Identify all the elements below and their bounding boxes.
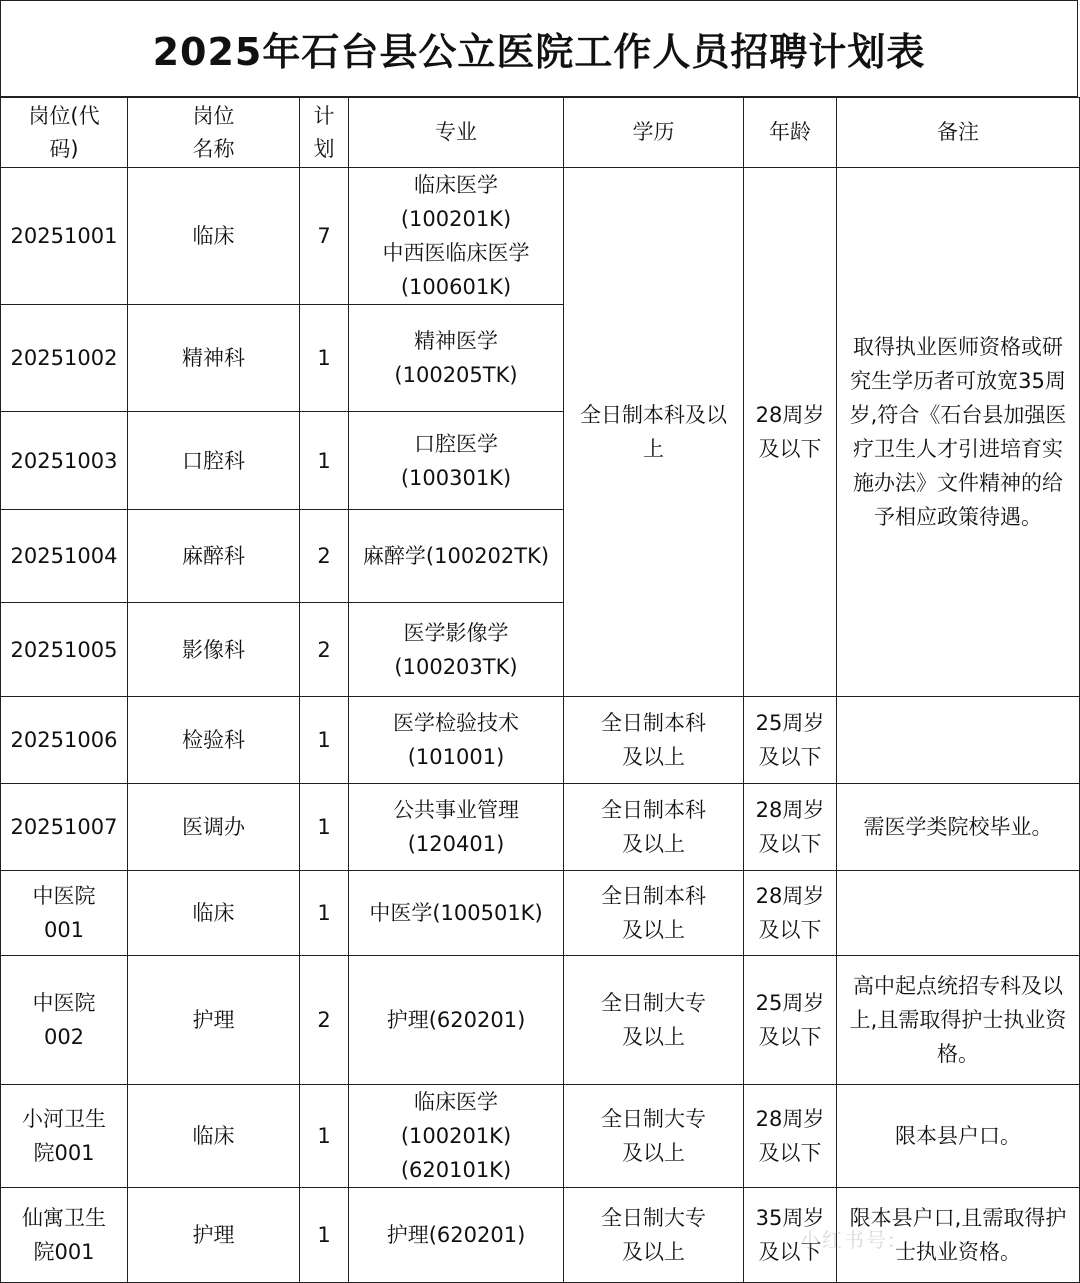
cell-edu-line: 全日制大专 xyxy=(601,1206,706,1230)
cell-major xyxy=(349,871,564,956)
cell-age-line: 及以下 xyxy=(758,745,822,769)
cell-age-line: 35周岁 xyxy=(755,1206,825,1230)
header-name-line: 名称 xyxy=(192,136,235,161)
cell-major xyxy=(349,510,564,603)
cell-remark-merged-line: 疗卫生人才引进培育实 xyxy=(853,437,1063,461)
cell-code xyxy=(1,871,128,956)
cell-plan-line: 1 xyxy=(317,346,331,370)
cell-age-merged-line: 及以下 xyxy=(758,437,822,461)
header-code xyxy=(1,98,128,168)
cell-major-line: (100203TK) xyxy=(394,654,518,679)
header-code-line: 岗位(代 xyxy=(28,103,100,128)
cell-name-line: 检验科 xyxy=(182,728,245,752)
header-remark: 备注 xyxy=(837,98,1080,168)
cell-edu xyxy=(564,1188,744,1283)
cell-age-line: 及以下 xyxy=(758,1141,822,1165)
cell-remark-merged-line: 予相应政策待遇。 xyxy=(874,505,1042,529)
cell-plan xyxy=(300,956,349,1085)
cell-age-line: 25周岁 xyxy=(755,711,825,735)
header-major: 专业 xyxy=(349,98,564,168)
cell-major-line: 医学检验技术 xyxy=(393,711,519,735)
cell-remark-merged-line: 施办法》文件精神的给 xyxy=(853,471,1063,495)
cell-major-line: 精神医学 xyxy=(414,329,498,353)
cell-name-line: 麻醉科 xyxy=(182,544,245,568)
cell-major xyxy=(349,603,564,697)
cell-major-line: (100201K) xyxy=(400,207,512,231)
cell-code-line: 002 xyxy=(43,1025,85,1049)
cell-edu-merged xyxy=(564,168,744,697)
cell-name-line: 影像科 xyxy=(182,637,245,662)
cell-major-line: 公共事业管理 xyxy=(393,798,519,822)
cell-edu-line: 及以上 xyxy=(622,745,685,769)
cell-plan xyxy=(300,697,349,784)
cell-plan xyxy=(300,305,349,412)
cell-name-line: 临床 xyxy=(192,224,235,248)
cell-code xyxy=(1,305,128,412)
cell-code-line: 20251002 xyxy=(10,346,118,370)
cell-code-line: 20251005 xyxy=(10,637,118,662)
cell-major-line: 医学影像学 xyxy=(403,620,509,645)
table-row xyxy=(1,956,1080,1085)
cell-age-line: 及以下 xyxy=(758,1240,822,1264)
cell-name xyxy=(128,871,300,956)
cell-edu-line: 及以上 xyxy=(622,1240,685,1264)
cell-age-line: 25周岁 xyxy=(755,991,825,1015)
cell-code-line: 20251001 xyxy=(10,224,118,248)
cell-plan-line: 2 xyxy=(317,1008,331,1032)
cell-major-line: 中西医临床医学 xyxy=(382,241,530,265)
cell-name-line: 护理 xyxy=(192,1223,235,1247)
cell-major-line: 麻醉学(100202TK) xyxy=(362,544,550,568)
cell-name xyxy=(128,168,300,305)
cell-major xyxy=(349,1188,564,1283)
cell-remark-merged-line: 取得执业医师资格或研 xyxy=(853,335,1063,359)
cell-plan xyxy=(300,603,349,697)
cell-major-line: 护理(620201) xyxy=(386,1008,526,1032)
cell-remark-merged-line: 究生学历者可放宽35周 xyxy=(850,369,1066,393)
cell-name xyxy=(128,697,300,784)
watermark: 小红书号: xyxy=(800,1228,897,1252)
cell-plan xyxy=(300,871,349,956)
cell-name-line: 护理 xyxy=(192,1008,235,1032)
cell-plan-line: 1 xyxy=(317,1124,331,1148)
cell-code xyxy=(1,1188,128,1283)
cell-age-merged-line: 28周岁 xyxy=(755,403,825,427)
table-row xyxy=(1,1188,1080,1283)
cell-edu-line: 及以上 xyxy=(622,832,685,856)
cell-plan-line: 1 xyxy=(317,448,331,473)
cell-age xyxy=(744,956,837,1085)
cell-plan-line: 7 xyxy=(317,224,331,248)
cell-remark-line: 限本县户口。 xyxy=(895,1124,1021,1148)
cell-age-line: 及以下 xyxy=(758,832,822,856)
cell-major-line: (620101K) xyxy=(400,1158,512,1182)
cell-edu-line: 及以上 xyxy=(622,918,685,942)
cell-major xyxy=(349,305,564,412)
cell-edu-line: 及以上 xyxy=(622,1141,685,1165)
header-plan-line: 计 xyxy=(313,103,335,128)
cell-code-line: 20251003 xyxy=(10,448,118,473)
cell-edu-line: 全日制大专 xyxy=(601,1107,706,1131)
cell-code-line: 院001 xyxy=(33,1240,95,1264)
cell-code xyxy=(1,956,128,1085)
header-plan xyxy=(300,98,349,168)
cell-code xyxy=(1,603,128,697)
cell-code-line: 中医院 xyxy=(32,884,96,908)
header-name xyxy=(128,98,300,168)
cell-remark xyxy=(837,871,1080,956)
cell-name-line: 精神科 xyxy=(182,346,245,370)
cell-major xyxy=(349,697,564,784)
cell-remark-line: 上,且需取得护士执业资 xyxy=(849,1008,1067,1032)
cell-name xyxy=(128,784,300,871)
cell-name xyxy=(128,956,300,1085)
cell-age xyxy=(744,1085,837,1188)
cell-major-line: (101001) xyxy=(407,745,505,769)
cell-remark-line: 格。 xyxy=(937,1042,979,1066)
cell-remark-line: 需医学类院校毕业。 xyxy=(863,815,1053,839)
cell-code-line: 仙寓卫生 xyxy=(22,1206,106,1230)
cell-plan-line: 2 xyxy=(317,544,331,568)
cell-name-line: 临床 xyxy=(192,901,235,925)
cell-code-line: 院001 xyxy=(33,1141,95,1165)
header-plan-line: 划 xyxy=(313,136,335,161)
cell-code-line: 中医院 xyxy=(32,991,96,1015)
cell-code xyxy=(1,697,128,784)
cell-edu-merged-line: 全日制本科及以 xyxy=(580,403,727,427)
cell-remark-line: 高中起点统招专科及以 xyxy=(853,974,1063,998)
cell-major xyxy=(349,412,564,510)
cell-code-line: 小河卫生 xyxy=(22,1107,106,1131)
cell-name xyxy=(128,1188,300,1283)
cell-major-line: (100201K) xyxy=(400,1124,512,1148)
cell-remark xyxy=(837,956,1080,1085)
cell-major-line: (100205TK) xyxy=(394,363,518,387)
header-age: 年龄 xyxy=(744,98,837,168)
cell-name-line: 口腔科 xyxy=(182,448,245,473)
page-title: 2025年石台县公立医院工作人员招聘计划表 xyxy=(0,0,1078,97)
cell-major xyxy=(349,784,564,871)
cell-code-line: 20251004 xyxy=(10,544,118,568)
cell-remark-line: 限本县户口,且需取得护 xyxy=(849,1206,1067,1230)
cell-major-line: 临床医学 xyxy=(414,1090,498,1114)
cell-remark xyxy=(837,784,1080,871)
cell-name xyxy=(128,1085,300,1188)
cell-age xyxy=(744,871,837,956)
cell-name-line: 临床 xyxy=(192,1124,235,1148)
header-name-line: 岗位 xyxy=(192,103,235,128)
cell-edu-line: 全日制本科 xyxy=(601,798,706,822)
cell-major-line: (100601K) xyxy=(400,275,512,299)
cell-name-line: 医调办 xyxy=(182,815,245,839)
cell-remark xyxy=(837,1085,1080,1188)
cell-edu-merged-line: 上 xyxy=(643,437,664,461)
cell-remark-line: 士执业资格。 xyxy=(895,1240,1021,1264)
cell-plan-line: 1 xyxy=(317,901,331,925)
cell-code xyxy=(1,168,128,305)
cell-major xyxy=(349,168,564,305)
cell-code-line: 001 xyxy=(43,918,85,942)
cell-age xyxy=(744,697,837,784)
table-row xyxy=(1,697,1080,784)
cell-code xyxy=(1,412,128,510)
cell-edu xyxy=(564,697,744,784)
table-row xyxy=(1,871,1080,956)
cell-plan xyxy=(300,412,349,510)
cell-remark xyxy=(837,697,1080,784)
cell-plan xyxy=(300,784,349,871)
cell-major-line: 护理(620201) xyxy=(386,1223,526,1247)
cell-edu xyxy=(564,1085,744,1188)
cell-edu xyxy=(564,784,744,871)
cell-plan xyxy=(300,168,349,305)
cell-remark-merged-line: 岁,符合《石台县加强医 xyxy=(849,403,1067,427)
table-row xyxy=(1,168,1080,305)
cell-edu-line: 全日制本科 xyxy=(601,711,706,735)
cell-name xyxy=(128,412,300,510)
cell-edu-line: 全日制本科 xyxy=(601,884,706,908)
table-row xyxy=(1,1085,1080,1188)
cell-plan-line: 1 xyxy=(317,1223,331,1247)
cell-major-line: 中医学(100501K) xyxy=(369,901,543,925)
cell-plan-line: 2 xyxy=(317,637,331,662)
cell-code xyxy=(1,510,128,603)
cell-age-line: 28周岁 xyxy=(755,1107,825,1131)
cell-age-line: 及以下 xyxy=(758,918,822,942)
header-row xyxy=(1,98,1080,168)
cell-age-merged xyxy=(744,168,837,697)
cell-name xyxy=(128,603,300,697)
cell-code-line: 20251006 xyxy=(10,728,118,752)
cell-major-line: 口腔医学 xyxy=(414,431,498,456)
table-row xyxy=(1,784,1080,871)
cell-plan-line: 1 xyxy=(317,728,331,752)
cell-plan xyxy=(300,1085,349,1188)
cell-edu-line: 全日制大专 xyxy=(601,991,706,1015)
cell-major xyxy=(349,1085,564,1188)
cell-age-line: 28周岁 xyxy=(755,798,825,822)
cell-code xyxy=(1,784,128,871)
cell-name xyxy=(128,305,300,412)
cell-age-line: 28周岁 xyxy=(755,884,825,908)
cell-plan-line: 1 xyxy=(317,815,331,839)
cell-edu xyxy=(564,871,744,956)
cell-major-line: 临床医学 xyxy=(414,173,498,197)
header-edu: 学历 xyxy=(564,98,744,168)
cell-code-line: 20251007 xyxy=(10,815,118,839)
cell-major xyxy=(349,956,564,1085)
cell-name xyxy=(128,510,300,603)
cell-edu xyxy=(564,956,744,1085)
cell-age-line: 及以下 xyxy=(758,1025,822,1049)
cell-age xyxy=(744,784,837,871)
header-code-line: 码) xyxy=(49,136,79,161)
cell-remark-merged xyxy=(837,168,1080,697)
cell-edu-line: 及以上 xyxy=(622,1025,685,1049)
cell-major-line: (100301K) xyxy=(400,465,512,490)
cell-plan xyxy=(300,1188,349,1283)
cell-code xyxy=(1,1085,128,1188)
cell-plan xyxy=(300,510,349,603)
cell-major-line: (120401) xyxy=(407,832,505,856)
recruitment-table xyxy=(0,97,1080,1283)
